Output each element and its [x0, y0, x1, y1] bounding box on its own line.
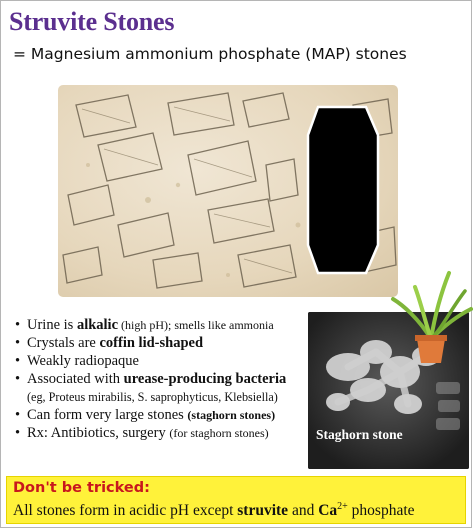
list-item: • Associated with urease-producing bacteria [15, 371, 315, 388]
coffin-lid-shape [308, 107, 378, 273]
crystal-micrograph [58, 85, 398, 297]
key-points-list [15, 317, 315, 443]
crystal-micrograph-drawing [58, 85, 398, 297]
plant-icon [389, 269, 473, 365]
list-item: • Crystals are coffin lid-shaped [15, 335, 315, 352]
xray-caption: Staghorn stone [316, 427, 403, 442]
subtitle: = Magnesium ammonium phosphate (MAP) stones [13, 45, 407, 63]
list-item: • Weakly radiopaque [15, 353, 315, 370]
list-item: • Rx: Antibiotics, surgery (for staghorn stones) [15, 425, 315, 442]
warning-box [6, 476, 466, 524]
list-item: • Urine is alkalic (high pH); smells like ammonia [15, 317, 315, 334]
list-item: • Can form very large stones (staghorn stones) [15, 407, 315, 424]
warning-text: All stones form in acidic pH except struvite and $Ca^{2+}$ phosphate [13, 501, 415, 520]
list-item-detail: (eg, Proteus mirabilis, S. saprophyticus, Klebsiella) [27, 390, 278, 404]
warning-title: Don't be tricked: [13, 480, 150, 496]
page-title: Struvite Stones [9, 7, 175, 36]
